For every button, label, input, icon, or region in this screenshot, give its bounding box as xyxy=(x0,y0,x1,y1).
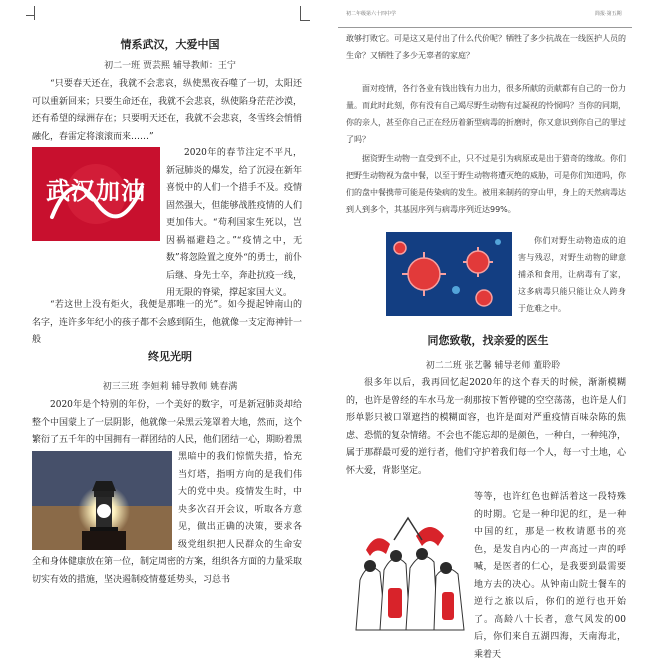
article3-paragraph-2 xyxy=(346,489,626,660)
article1-paragraph-1: “只要春天还在，我就不会悲哀，纵使黑夜吞噬了一切，太阳还可以重新回来；只要生命还在，我就不会悲哀，纵使陷身茫茫沙漠，还有希望的绿洲存在；只要明天还在，我就不会悲哀，冬雪终会悄悄融化，春雷定将滚滚而来……” xyxy=(32,79,303,142)
lighthouse-float-spacer xyxy=(32,397,178,551)
article2-byline: 初三三班 李姮莉 辅导教师 姚春满 xyxy=(102,382,238,392)
crop-mark xyxy=(300,20,310,30)
crop-mark xyxy=(300,6,310,20)
coronavirus-image xyxy=(386,232,512,316)
article3-byline: 初二二班 张艺馨 辅导老师 董聆聆 xyxy=(425,361,561,371)
article1-title: 情系武汉，大爱中国 xyxy=(120,38,220,51)
article3-paragraph-1: 很多年以后，我再回忆起2020年的这个春天的时候，渐渐模糊的，也许是曾经的车水马龙一刹那按下暂停键的空空荡荡，也许是人们形单影只被口罩遮挡的模糊面容，也许是面对严重疫情百味杂陈的焦虑、恐慌的复杂情绪。不会也不能忘却的是颜色，一种白，一种纯净，属于那群最可爱的逆行者，他们守护着我们每一个人，每一寸土地，心怀大爱，背影坚定。 xyxy=(346,378,626,476)
article1-paragraph-2 xyxy=(166,145,302,298)
handwritten-paragraph-1: 敢够打败它。可是这又是付出了什么代价呢？牺牲了多少抗战在一线医护人员的生命？又牺牲了多少无辜者的家庭？ xyxy=(346,34,626,60)
article3-paragraph-2-text: 等等，也许红色也鲜活着这一段特殊的时期。它是一种印泥的红，是一种中国的红，那是一枚枚请愿书的亮色，是发自内心的一声高过一声的呼喊，是医者的仁心，是我要到最需要地方去的决心。从钟南山院士餐车的逆行之旅以后，你们的逆行也开始了。高龄八十长者，意气风发的00后，你们来自五湖四海，天南海北，乘着天 xyxy=(474,492,626,660)
handwritten-paragraph-3: 据资野生动物一直受到不止，只不过是引为病原或是出于猎奇的缘故。你们把野生动物视为盘中餐，以至于野生动物将遭灭绝的威胁，可是你们知道吗，你们的盘中餐携带可能是传染病的发生。被用来制药的穿山甲，身上的天然病毒达到人到多个，其基因序列与病毒序列近达99%。 xyxy=(346,154,626,214)
article2-paragraph-2-text: 黑暗中的我们惊慌失措，恰充当灯塔，指明方向的是我们伟大的党中央。疫情发生时，中央多次召开会议，听取各方意见，做出正确的决策，要求各级党组织把人民群众的生命安全和身体健康放在第一位，制定周密的方案，组织各方面的力量采取切实有效的措施，坚决遏制疫情蔓延势头，习总书 xyxy=(32,452,303,585)
coronavirus-graphic xyxy=(386,232,512,316)
handwritten-paragraph-2: 面对疫情，各行各业有钱出钱有力出力，很多所献的贡献都有自己的一份力量。而此时此刻，你有没有自己竭尽野生动物有过凝视的怜悯吗？当你的同期，你的亲人，甚至你自己正在经历着新型病毒的折磨时，你又意识到你自己的罪过了吗？ xyxy=(346,84,626,144)
article2-paragraph-2 xyxy=(32,397,302,635)
article1-byline: 初二一班 贾芸熙 辅导教师：王宁 xyxy=(104,61,236,71)
handwritten-paragraph-4: 你们对野生动物造成的迫害与残忍，对野生动物的肆意捕杀和食用，让病毒有了家，这多病毒只能只能让众人跨身于危难之中。 xyxy=(518,236,626,313)
right-page-header-right: 简报·第五期 xyxy=(595,11,622,17)
wuhan-jiayou-text: 武汉加油 xyxy=(46,177,146,205)
wuhan-jiayou-image xyxy=(32,147,160,241)
article3-title: 同您致敬，找亲爱的医生 xyxy=(427,334,549,347)
article2-paragraph-1: 2020年是个特别的年份，一个美好的数字，可是新冠肺炎却给整个中国蒙上了一层阴影，他就像一朵黑云笼罩着大地，然而，这个繁衍了五千年的中国拥有一群团结的人民，他们团结一心，期盼着黑 xyxy=(32,400,303,445)
crop-mark xyxy=(34,6,44,20)
article2-title: 终见光明 xyxy=(148,350,192,363)
article1-paragraph-3: “若这世上没有炬火，我便是那唯一的光”。如今提起钟南山的名字，连许多年纪小的孩子都不会感到陌生，他就像一支定海神针一般 xyxy=(32,300,303,345)
right-page-header-left: 初二年级第六十四中学 xyxy=(346,11,397,17)
right-page-header-rule xyxy=(338,18,632,28)
article1-paragraph-2-text: 2020年的春节注定不平凡，新冠肺炎的爆发，给了沉浸在新年喜悦中的人们一个措手不及。疫情固然强大，但能够战胜疫情的人们更加伟大。“苟利国家生死以，岂因祸福避趋之。”“疫情之中，无数”将忽险置之度外“的勇士，前仆后继、身先士卒，奔赴抗疫一线，用无限的脊梁，撑起家国大义。 xyxy=(166,148,302,298)
crop-mark xyxy=(26,6,34,16)
doctors-float-spacer xyxy=(346,510,474,660)
